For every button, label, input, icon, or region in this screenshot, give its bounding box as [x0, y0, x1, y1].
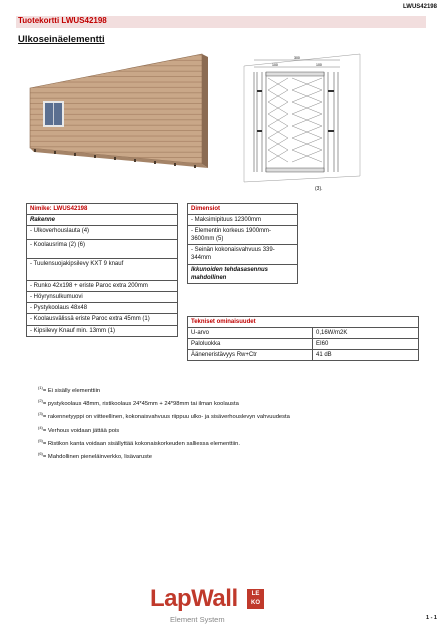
footnote: $^{(3)}$= rakennetyyppi on viitteellinen, kokonaisvahvuus riippuu ulko- ja sisäverhouslevyn vahvuudesta [38, 411, 290, 421]
footnote: $^{(6)}$= Mahdollinen pieneläinverkko, lisävaruste [38, 451, 152, 460]
structure-item: - Koolausvälissä eriste Paroc extra 45mm (1) [27, 314, 178, 325]
table-row [188, 245, 419, 264]
table-row [27, 325, 178, 336]
logo-wordmark: LapWall [150, 585, 238, 612]
table-row [188, 226, 419, 245]
structure-item: - Koolausrima (2) (6) [27, 240, 178, 259]
property-value: 0,16W/m2K [313, 328, 419, 339]
table-row [27, 292, 178, 303]
lapwall-logo [150, 585, 290, 630]
structure-item: - Ulkoverhouslauta (4) [27, 226, 178, 240]
logo-tagline: Element System [170, 615, 225, 624]
table-row [27, 281, 178, 292]
window-icon [44, 102, 63, 126]
document-title: Tuotekortti LWUS42198 [18, 16, 107, 25]
structure-item: - Tuulensuojakipsilevy KXT 9 knauf [27, 259, 178, 281]
structure-item: - Höyrynsulkumuovi [27, 292, 178, 303]
table-row [188, 339, 419, 350]
wall-element-image [26, 50, 216, 198]
table-row [27, 226, 178, 240]
wall-section-drawing [240, 50, 365, 185]
dimension-item: - Elementin korkeus 1900mm-3600mm (5) [188, 226, 298, 245]
wall-side [202, 54, 208, 168]
table-row [27, 259, 178, 281]
dimension-item: - Maksimipituus 12300mm [188, 215, 298, 226]
document-subtitle: Ulkoseinäelementti [18, 34, 105, 45]
table-row [27, 215, 178, 226]
table-row [27, 240, 178, 259]
product-name-cell: Nimike: LWUS42198 [27, 204, 178, 215]
property-label: U-arvo [188, 328, 313, 339]
table-row [188, 317, 419, 328]
structure-item: - Pystykoolaus 48x48 [27, 303, 178, 314]
table-row [188, 264, 419, 283]
table-row [27, 204, 178, 215]
dimensions-heading: Dimensiot [188, 204, 298, 215]
page-number: 1 - 1 [425, 615, 437, 621]
property-value: EI60 [313, 339, 419, 350]
table-row [188, 328, 419, 339]
table-row [27, 303, 178, 314]
dimension-label: 100 [272, 63, 278, 67]
logo-badge: LE KO [247, 589, 264, 609]
footnote: $^{(2)}$= pystykoolaus 48mm, ristikoolaus 24*45mm + 24*98mm tai ilman koolausta [38, 398, 239, 408]
property-value: 41 dB [313, 350, 419, 361]
structure-table [26, 203, 178, 337]
structure-item: - Runko 42x198 + eriste Paroc extra 200mm [27, 281, 178, 292]
table-row [188, 204, 419, 215]
footnotes [38, 385, 433, 464]
technical-heading: Tekniset ominaisuudet [188, 317, 419, 328]
dimensions-table [187, 203, 419, 284]
footnote: $^{(4)}$= Verhous voidaan jättää pois [38, 424, 120, 434]
structure-heading: Rakenne [27, 215, 178, 226]
table-row [188, 350, 419, 361]
footnote: $^{(5)}$= Ristikon kanta voidaan sisällyttää kokonaiskorkeuden salliessa elementtiin. [38, 437, 240, 447]
dimension-label: 300 [294, 56, 300, 60]
window-install-note: Ikkunoiden tehdasasennus mahdollinen [188, 264, 298, 283]
dimension-label: 100 [316, 63, 322, 67]
table-row [188, 215, 419, 226]
document-code: LWUS42198 [402, 4, 437, 10]
dimension-item: - Seinän kokonaisvahvuus 339-344mm [188, 245, 298, 264]
footnote: $^{(1)}$= Ei sisälly elementtiin [38, 385, 101, 394]
property-label: Ääneneristävyys Rw+Ctr [188, 350, 313, 361]
drawing-caption: (3). [315, 186, 323, 192]
structure-item: - Kipsilevy Knauf min. 13mm (1) [27, 325, 178, 336]
technical-properties-table [187, 316, 419, 361]
table-row [27, 314, 178, 325]
property-label: Paloluokka [188, 339, 313, 350]
